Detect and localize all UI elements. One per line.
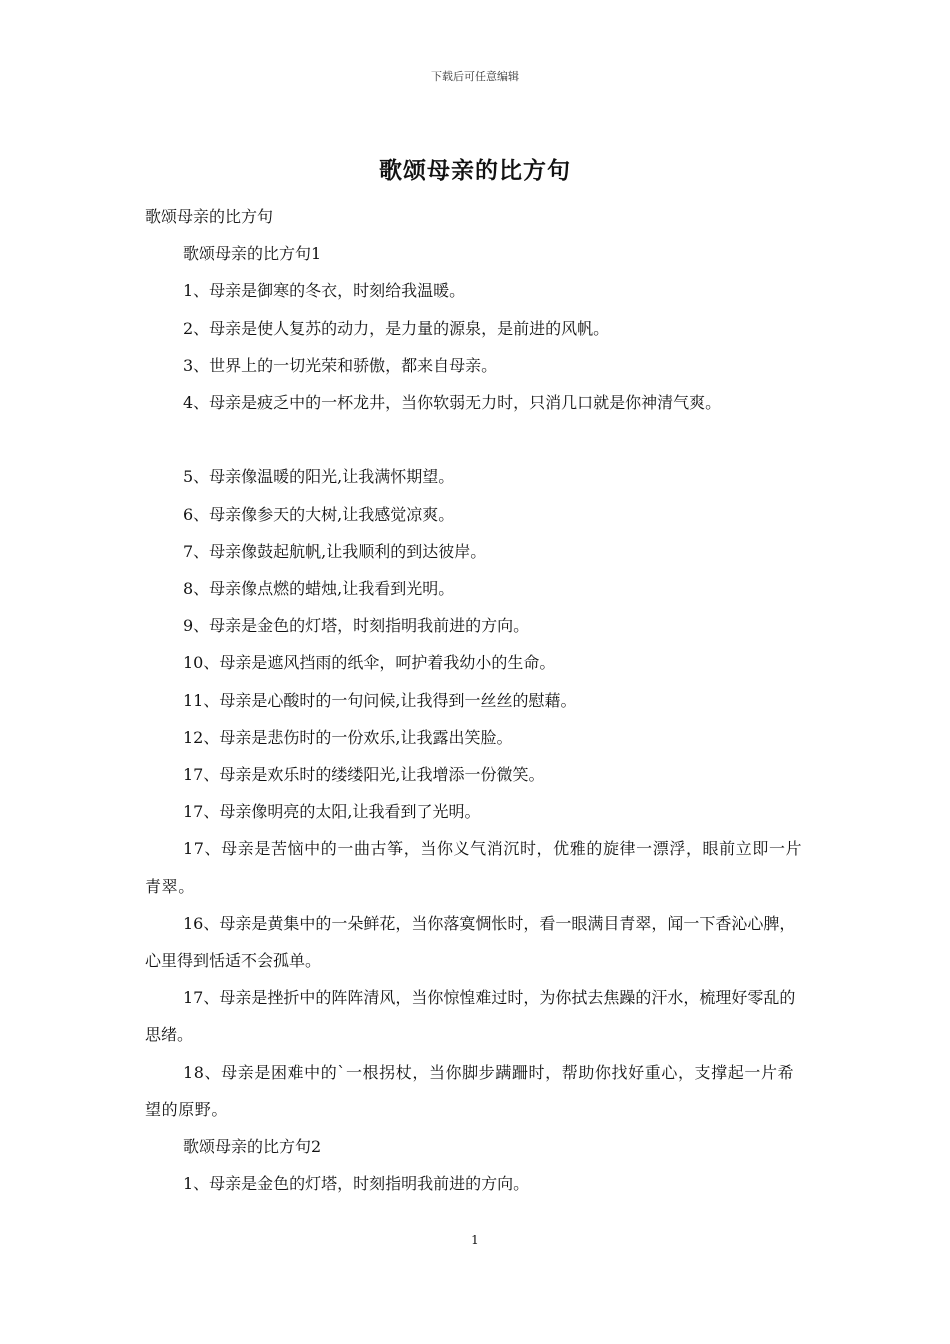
list-item: 1、母亲是金色的灯塔，时刻指明我前进的方向。 [183,1174,530,1194]
page-number: 1 [471,1233,479,1247]
list-item: 7、母亲像鼓起航帆,让我顺利的到达彼岸。 [183,541,487,561]
list-item: 5、母亲像温暖的阳光,让我满怀期望。 [183,467,455,487]
list-item: 18、母亲是困难中的`一根拐杖，当你脚步蹒跚时，帮助你找好重心，支撑起一片希望的原野。 [145,1062,795,1119]
list-item: 16、母亲是黄集中的一朵鲜花，当你落寞惆怅时，看一眼满目青翠，闻一下香沁心脾，心里得到恬适不会孤单。 [145,913,796,971]
list-item: 3、世界上的一切光荣和骄傲，都来自母亲。 [183,355,498,375]
list-item: 6、母亲像参天的大树,让我感觉凉爽。 [183,504,455,524]
list-item: 1、母亲是御寒的冬衣，时刻给我温暖。 [183,281,466,301]
list-item: 10、母亲是遮风挡雨的纸伞，呵护着我幼小的生命。 [183,653,556,673]
list-item: 17、母亲是挫折中的阵阵清风，当你惊惶难过时，为你拭去焦躁的汗水，梳理好零乱的思绪。 [145,988,796,1045]
list-item: 11、母亲是心酸时的一句问候,让我得到一丝丝的慰藉。 [183,690,577,710]
list-item: 12、母亲是悲伤时的一份欢乐,让我露出笑脸。 [183,727,513,747]
section-heading: 歌颂母亲的比方句 [145,207,274,226]
header-note: 下载后可任意编辑 [431,70,519,83]
list-item: 4、母亲是疲乏中的一杯龙井，当你软弱无力时，只消几口就是你神清气爽。 [183,393,722,413]
list-item: 8、母亲像点燃的蜡烛,让我看到光明。 [183,579,455,599]
subsection-heading: 歌颂母亲的比方句1 [183,244,322,264]
document-title: 歌颂母亲的比方句 [379,157,571,184]
list-item: 9、母亲是金色的灯塔，时刻指明我前进的方向。 [183,616,530,636]
document-body [145,198,810,1202]
list-item: 2、母亲是使人复苏的动力，是力量的源泉，是前进的风帆。 [183,318,610,338]
list-item: 17、母亲像明亮的太阳,让我看到了光明。 [183,802,481,822]
subsection-heading: 歌颂母亲的比方句2 [183,1137,322,1157]
list-item: 17、母亲是欢乐时的缕缕阳光,让我增添一份微笑。 [183,765,545,785]
blank-line [145,421,810,458]
list-item: 17、母亲是苦恼中的一曲古筝，当你义气消沉时，优雅的旋律一漂浮，眼前立即一片青翠。 [145,839,803,896]
